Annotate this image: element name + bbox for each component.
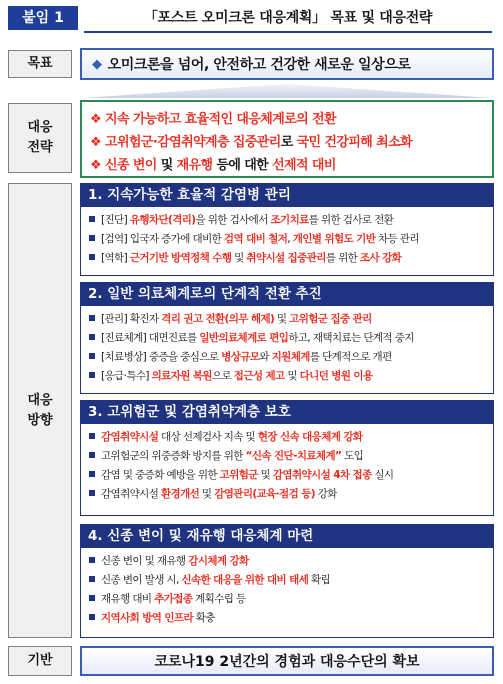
list-item [89,571,489,590]
item-text: 추가접종 [154,593,193,605]
item-text: , [287,233,293,245]
square-bullet-icon [89,334,95,340]
strategy-item [90,108,492,131]
goal-label [8,50,72,78]
item-text: 고위험군의 위중증화 방지를 위한 [101,450,246,462]
list-item [89,428,489,447]
square-bullet-icon [89,490,95,496]
item-text: 일반의료체계로 편입 [199,332,289,344]
item-text: 계획수립 등 [192,593,246,605]
item-text: 접근성 제고 [233,370,285,382]
strategy-text: 국민 건강피해 최소화 [296,135,413,150]
item-text: 현장 신속 대응체계 강화 [257,431,363,443]
item-text: 를 단계적으로 개편 [309,351,392,363]
section-4-title: 4. 신종 변이 및 재유행 대응체계 마련 [80,524,494,548]
strategy-text: 선제적 대비 [272,158,336,173]
square-bullet-icon [89,471,95,477]
strategy-item [90,154,492,177]
section-1-title: 1. 지속가능한 효율적 감염병 관리 [80,183,494,207]
section-3-body [80,424,494,516]
strategy-text: 지속 가능하고 효율적인 [105,112,233,127]
item-text: 를 위한 검사로 전환 [308,214,394,226]
bullet-icon: ❖ [90,135,102,150]
item-text: 강화 [314,488,337,500]
item-text: 확립 [308,574,331,586]
square-bullet-icon [89,254,95,260]
item-text: [역학] [101,252,130,264]
strategy-text: 고위험군·감염취약계층 집중관리 [105,135,281,150]
list-item [89,310,489,329]
item-text: 차등 관리 [375,233,419,245]
list-item [89,447,489,466]
square-bullet-icon [89,576,95,582]
list-item [89,485,489,504]
section-3-title: 3. 고위험군 및 감염취약계층 보호 [80,400,494,424]
item-text: 실시 [371,469,394,481]
direction-label [8,183,72,638]
strategy-text: 및 [156,158,177,173]
square-bullet-icon [89,372,95,378]
item-text: [응급·특수] [101,370,152,382]
item-text: 으로 [211,370,234,382]
square-bullet-icon [89,614,95,620]
base-label-text: 기반 [27,653,53,668]
strategy-box [80,100,494,178]
item-text: [치료병상] 중증을 중심으로 [101,351,222,363]
strategy-label-line1: 대응 [27,120,53,135]
list-item [89,367,489,386]
item-text: 대상 선제검사 지속 및 [158,431,258,443]
item-text: 지역사회 방역 인프라 [101,612,193,624]
list-item [89,590,489,609]
list-item [89,329,489,348]
square-bullet-icon [89,315,95,321]
item-text: 감염취약시설 [101,431,159,443]
section-2-title: 2. 일반 의료체계로의 단계적 전환 추진 [80,282,494,306]
diamond-icon: ◆ [92,56,102,72]
page-title: 「포스트 오미크론 대응계획」 목표 및 대응전략 [143,10,433,26]
bullet-icon: ❖ [90,112,102,127]
item-text: 재유행 대비 [101,593,155,605]
base-text: 코로나19 2년간의 경험과 대응수단의 확보 [154,654,420,670]
item-text: 감염관리(교육·점검 등) [214,488,315,500]
item-text: [관리] 확진자 [101,313,162,325]
goal-box [80,48,494,80]
strategy-label [8,103,72,173]
item-text: [진단] [101,214,130,226]
item-text: 지원체계 [271,351,310,363]
goal-text: 오미크론을 넘어, 안전하고 건강한 새로운 일상으로 [107,57,411,73]
strategy-text: 로 [280,135,297,150]
base-label [8,646,72,676]
direction-label-line2: 방향 [27,412,53,428]
list-item [89,552,489,571]
item-text: 하고, 재택치료는 단계적 중지 [288,332,414,344]
item-text: 및 [199,488,215,500]
item-text: 도입 [341,450,364,462]
item-text: 근거기반 방역정책 수행 [129,252,232,264]
item-text: 취약시설 집중관리 [246,252,326,264]
item-text: 감염취약시설 4차 접종 [272,469,372,481]
item-text: 다니던 병원 이용 [299,370,373,382]
bullet-icon: ❖ [90,158,102,173]
item-text: 신종 변이 및 재유행 [101,555,189,567]
item-text: 을 위한 검사에서 [195,214,271,226]
title-underline [84,31,492,33]
attachment-badge: 붙임 1 [8,6,78,30]
item-text: “신속 진단-치료체계” [245,450,342,462]
square-bullet-icon [89,216,95,222]
item-text: 및 [284,370,300,382]
item-text: 격리 권고 전환(의무 해제) [161,313,275,325]
item-text: 및 [274,313,290,325]
item-text: 검역 대비 철저 [223,233,288,245]
item-text: 감염 및 중증화 예방을 위한 [101,469,220,481]
strategy-text: 재유행 [176,158,213,173]
strategy-text: 대응체계로의 전환 [236,112,336,127]
square-bullet-icon [89,595,95,601]
square-bullet-icon [89,452,95,458]
base-box [80,646,494,676]
direction-label-line1: 대응 [27,392,53,408]
square-bullet-icon [89,353,95,359]
list-item [89,230,489,249]
item-text: 및 [257,469,273,481]
item-text: 유행차단(격리) [129,214,196,226]
item-text: 개인별 위험도 기반 [292,233,376,245]
list-item [89,609,489,628]
item-text: 환경개선 [161,488,200,500]
strategy-text: 신종 변이 [105,158,157,173]
item-text: 신속한 대응을 위한 대비 태세 [181,574,309,586]
section-4-body [80,548,494,638]
item-text: 조사 강화 [359,252,402,264]
list-item [89,211,489,230]
item-text: 조기치료 [270,214,309,226]
square-bullet-icon [89,235,95,241]
section-1-body [80,207,494,276]
strategy-item [90,131,492,154]
item-text: 와 [259,351,272,363]
square-bullet-icon [89,557,95,563]
section-2-body [80,306,494,394]
item-text: 신종 변이 발생 시, [101,574,182,586]
square-bullet-icon [89,433,95,439]
up-arrow-shape [82,84,492,98]
list-item [89,348,489,367]
item-text: 및 [231,252,247,264]
item-text: 감염취약시설 [101,488,161,500]
item-text: [진료체계] 대면진료를 [101,332,200,344]
item-text: 확충 [193,612,215,624]
item-text: 고위험군 [219,469,258,481]
item-text: [검역] 입국자 증가에 대비한 [101,233,224,245]
goal-label-text: 목표 [27,56,53,71]
strategy-label-line2: 전략 [27,140,53,155]
list-item [89,249,489,268]
item-text: 를 위한 [325,252,360,264]
item-text: 고위험군 집중 관리 [289,313,372,325]
list-item [89,466,489,485]
strategy-text: 등에 대한 [212,158,273,173]
item-text: 병상규모 [221,351,260,363]
item-text: 의료자원 복원 [151,370,212,382]
item-text: 감시체계 강화 [188,555,249,567]
